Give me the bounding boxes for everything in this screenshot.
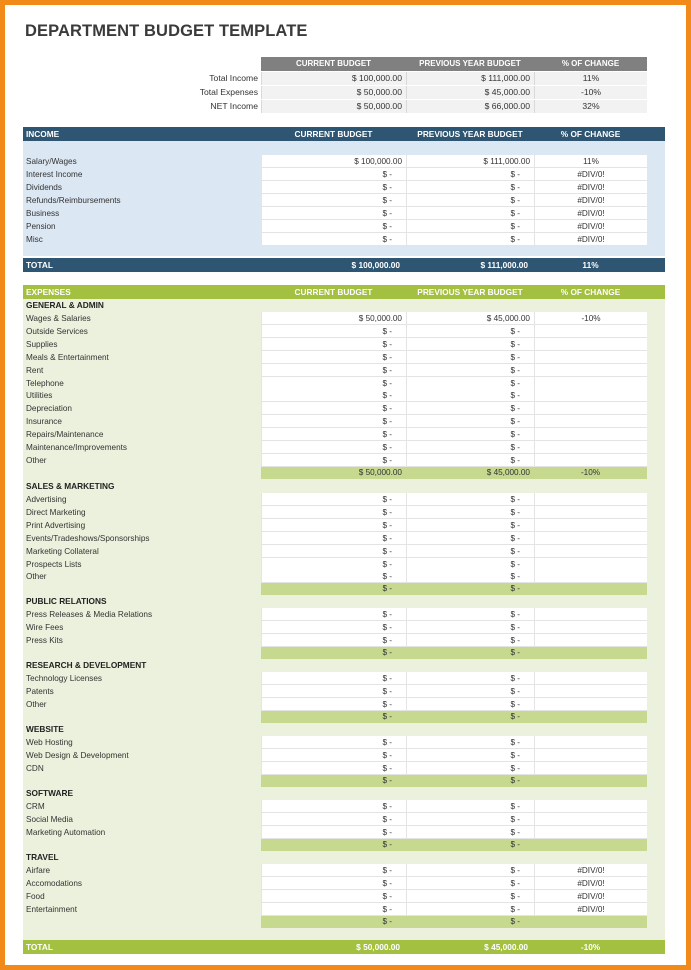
change-cell[interactable] [534,338,647,351]
current-budget-cell[interactable]: $ - [261,338,406,351]
row-label: Food [26,891,45,901]
change-cell[interactable] [534,428,647,441]
change-cell[interactable] [534,736,647,749]
change-cell[interactable] [534,698,647,711]
previous-budget-cell[interactable]: $ - [406,194,534,207]
row-label: Business [26,209,60,218]
previous-budget-cell[interactable]: $ - [406,428,534,441]
row-label: Dividends [26,183,62,192]
subtotal-change [534,775,647,787]
expense-row [23,377,665,390]
expense-row [23,634,665,647]
subtotal-current: $ - [261,583,406,595]
row-label: Wages & Salaries [26,314,91,323]
subtotal-spacer [23,839,261,851]
expense-row [23,570,665,583]
summary-change-cell[interactable]: 11% [534,72,647,85]
expense-row [23,325,665,338]
previous-budget-cell[interactable]: $ - [406,826,534,839]
current-budget-cell[interactable]: $ - [261,672,406,685]
summary-header-change: % OF CHANGE [561,59,620,68]
change-cell[interactable] [534,826,647,839]
previous-budget-cell[interactable]: $ - [406,415,534,428]
previous-budget-cell[interactable]: $ 45,000.00 [406,312,534,325]
summary-header-current: CURRENT BUDGET [295,59,372,68]
income-header-change-label: % OF CHANGE [560,129,621,139]
expenses-total-current: $ 50,000.00 [356,942,400,952]
subtotal-previous: $ 45,000.00 [406,467,534,479]
row-label: Utilities [26,391,53,401]
income-header-current-label: CURRENT BUDGET [294,129,373,139]
row-label: Repairs/Maintenance [26,430,104,440]
summary-change-cell[interactable]: -10% [534,86,647,99]
row-label: Prospects Lists [26,559,82,569]
change-cell[interactable]: #DIV/0! [534,194,647,207]
change-cell[interactable] [534,364,647,377]
subtotal-row [23,711,665,723]
row-label: Wire Fees [26,622,64,632]
subtotal-row [23,839,665,851]
income-total [23,258,665,272]
summary-current-cell[interactable]: $ 100,000.00 [261,72,406,85]
current-budget-cell[interactable]: $ - [261,749,406,762]
subtotal-current: $ - [261,711,406,723]
row-label: Airfare [26,866,51,875]
change-cell[interactable] [534,402,647,415]
row-label: Insurance [26,417,62,427]
previous-budget-cell[interactable]: $ - [406,351,534,364]
current-budget-cell[interactable]: $ - [261,402,406,415]
change-cell[interactable] [534,454,647,467]
summary-previous-cell[interactable]: $ 111,000.00 [406,72,534,85]
expenses-header [23,285,665,299]
income-total-current: $ 100,000.00 [351,260,400,270]
summary-row-label: Total Expenses [199,87,258,97]
row-label: CRM [26,802,45,811]
income-row [23,220,665,233]
income-header [23,127,665,141]
income-row [23,194,665,207]
row-label: Accomodations [26,878,82,888]
change-cell[interactable] [534,532,647,545]
income-header-previous-label: PREVIOUS YEAR BUDGET [417,129,523,139]
expense-row [23,338,665,351]
expenses-header-title: EXPENSES [26,287,71,297]
current-budget-cell[interactable]: $ - [261,233,406,246]
current-budget-cell[interactable]: $ - [261,864,406,877]
expenses-total [23,940,665,954]
row-label: Rent [26,365,44,375]
previous-budget-cell[interactable]: $ - [406,506,534,519]
row-label: Supplies [26,339,58,349]
previous-budget-cell[interactable]: $ - [406,903,534,916]
change-cell[interactable] [534,634,647,647]
change-cell[interactable] [534,685,647,698]
previous-budget-cell[interactable]: $ - [406,207,534,220]
subtotal-row [23,583,665,595]
current-budget-cell[interactable]: $ - [261,377,406,390]
expense-row [23,351,665,364]
current-budget-cell[interactable]: $ - [261,519,406,532]
expense-row [23,621,665,634]
current-budget-cell[interactable]: $ - [261,813,406,826]
current-budget-cell[interactable]: $ - [261,325,406,338]
row-label: Interest Income [26,170,83,179]
expense-row [23,608,665,621]
previous-budget-cell[interactable]: $ - [406,558,534,571]
row-label: Direct Marketing [26,507,86,517]
row-label: Press Kits [26,635,63,645]
current-budget-cell[interactable]: $ - [261,532,406,545]
expense-row [23,762,665,775]
previous-budget-cell[interactable]: $ - [406,233,534,246]
previous-budget-cell[interactable]: $ - [406,532,534,545]
summary-change-cell[interactable]: 32% [534,100,647,113]
subtotal-current: $ - [261,839,406,851]
previous-budget-cell[interactable]: $ - [406,493,534,506]
expense-row [23,545,665,558]
summary-current-cell[interactable]: $ 50,000.00 [261,100,406,113]
expenses-header-change-label: % OF CHANGE [560,287,621,297]
subtotal-change [534,711,647,723]
expense-row [23,864,665,877]
summary-row-label: NET Income [210,101,258,111]
current-budget-cell[interactable]: $ - [261,762,406,775]
subtotal-row [23,916,665,928]
category-heading: WEBSITE [26,724,64,734]
change-cell[interactable]: #DIV/0! [534,220,647,233]
expense-row [23,736,665,749]
subtotal-row [23,467,665,479]
previous-budget-cell[interactable]: $ - [406,864,534,877]
row-label: Entertainment [26,904,77,914]
subtotal-previous: $ - [406,583,534,595]
category-heading: TRAVEL [26,852,59,862]
expense-row [23,441,665,454]
subtotal-spacer [23,711,261,723]
expense-row [23,532,665,545]
change-cell[interactable] [534,570,647,583]
current-budget-cell[interactable]: $ - [261,351,406,364]
row-label: Maintenance/Improvements [26,443,128,452]
subtotal-previous: $ - [406,839,534,851]
row-label: Other [26,699,47,709]
row-label: Social Media [26,814,73,824]
previous-budget-cell[interactable]: $ - [406,545,534,558]
income-total-change: 11% [582,260,599,270]
subtotal-row [23,775,665,787]
change-cell[interactable]: #DIV/0! [534,207,647,220]
expense-row [23,698,665,711]
previous-budget-cell[interactable]: $ - [406,608,534,621]
previous-budget-cell[interactable]: $ - [406,749,534,762]
expense-row [23,813,665,826]
expense-row [23,454,665,467]
row-label: Technology Licenses [26,674,103,683]
previous-budget-cell[interactable]: $ - [406,364,534,377]
subtotal-current: $ - [261,916,406,928]
previous-budget-cell[interactable]: $ - [406,621,534,634]
change-cell[interactable] [534,519,647,532]
subtotal-spacer [23,647,261,659]
row-label: Patents [26,686,54,696]
expenses-header-previous-label: PREVIOUS YEAR BUDGET [417,287,523,297]
change-cell[interactable] [534,351,647,364]
current-budget-cell[interactable]: $ - [261,545,406,558]
row-label: Outside Services [26,326,88,336]
expense-row [23,890,665,903]
current-budget-cell[interactable]: $ - [261,621,406,634]
current-budget-cell[interactable]: $ - [261,736,406,749]
previous-budget-cell[interactable]: $ - [406,389,534,402]
change-cell[interactable]: 11% [534,155,647,168]
current-budget-cell[interactable]: $ - [261,558,406,571]
change-cell[interactable] [534,672,647,685]
change-cell[interactable] [534,441,647,454]
expense-row [23,685,665,698]
subtotal-spacer [23,583,261,595]
previous-budget-cell[interactable]: $ - [406,519,534,532]
subtotal-current: $ 50,000.00 [261,467,406,479]
subtotal-previous: $ - [406,775,534,787]
previous-budget-cell[interactable]: $ - [406,698,534,711]
subtotal-previous: $ - [406,711,534,723]
subtotal-spacer [23,916,261,928]
change-cell[interactable] [534,800,647,813]
change-cell[interactable] [534,608,647,621]
previous-budget-cell[interactable]: $ - [406,377,534,390]
expenses-total-label: TOTAL [26,942,53,952]
change-cell[interactable] [534,415,647,428]
expense-row [23,312,665,325]
current-budget-cell[interactable]: $ - [261,454,406,467]
current-budget-cell[interactable]: $ - [261,608,406,621]
expense-row [23,519,665,532]
previous-budget-cell[interactable]: $ - [406,685,534,698]
previous-budget-cell[interactable]: $ - [406,877,534,890]
current-budget-cell[interactable]: $ - [261,364,406,377]
change-cell[interactable] [534,749,647,762]
current-budget-cell[interactable]: $ - [261,194,406,207]
income-row [23,233,665,246]
row-label: CDN [26,763,44,773]
change-cell[interactable] [534,493,647,506]
change-cell[interactable]: #DIV/0! [534,233,647,246]
expense-row [23,800,665,813]
row-label: Web Hosting [26,738,73,747]
income-row [23,168,665,181]
change-cell[interactable] [534,813,647,826]
summary-row [160,100,647,113]
expense-row [23,749,665,762]
subtotal-spacer [23,467,261,479]
change-cell[interactable] [534,325,647,338]
expense-row [23,415,665,428]
previous-budget-cell[interactable]: $ - [406,762,534,775]
subtotal-previous: $ - [406,916,534,928]
previous-budget-cell[interactable]: $ - [406,402,534,415]
expenses-total-change: -10% [580,942,601,952]
summary-current-cell[interactable]: $ 50,000.00 [261,86,406,99]
change-cell[interactable]: #DIV/0! [534,903,647,916]
row-label: Other [26,455,47,465]
change-cell[interactable] [534,377,647,390]
subtotal-change [534,647,647,659]
current-budget-cell[interactable]: $ - [261,168,406,181]
current-budget-cell[interactable]: $ - [261,207,406,220]
subtotal-change [534,916,647,928]
change-cell[interactable] [534,545,647,558]
row-label: Depreciation [26,404,72,414]
subtotal-previous: $ - [406,647,534,659]
row-label: Events/Tradeshows/Sponsorships [26,533,150,543]
current-budget-cell[interactable]: $ - [261,389,406,402]
expense-row [23,364,665,377]
subtotal-change: -10% [534,467,647,479]
income-row [23,155,665,168]
previous-budget-cell[interactable]: $ - [406,181,534,194]
expense-row [23,493,665,506]
income-total-label: TOTAL [26,260,53,270]
current-budget-cell[interactable]: $ - [261,493,406,506]
row-label: Web Design & Development [26,750,129,760]
summary-row [160,86,647,99]
subtotal-row [23,647,665,659]
expenses-total-previous: $ 45,000.00 [484,942,528,952]
page-title: DEPARTMENT BUDGET TEMPLATE [25,22,308,40]
expense-row [23,903,665,916]
row-label: Pension [26,222,56,231]
category-heading: RESEARCH & DEVELOPMENT [26,660,147,670]
row-label: Marketing Automation [26,827,106,837]
expense-row [23,506,665,519]
current-budget-cell[interactable]: $ - [261,181,406,194]
change-cell[interactable] [534,621,647,634]
current-budget-cell[interactable]: $ - [261,685,406,698]
current-budget-cell[interactable]: $ 50,000.00 [261,312,406,325]
current-budget-cell[interactable]: $ - [261,220,406,233]
current-budget-cell[interactable]: $ - [261,800,406,813]
summary-row [160,72,647,85]
expense-row [23,877,665,890]
category-heading: PUBLIC RELATIONS [26,596,107,606]
summary-header-previous: PREVIOUS YEAR BUDGET [419,59,521,68]
current-budget-cell[interactable]: $ - [261,698,406,711]
previous-budget-cell[interactable]: $ - [406,813,534,826]
row-label: Other [26,572,47,582]
subtotal-change [534,583,647,595]
expense-row [23,428,665,441]
income-header-title: INCOME [26,129,60,139]
row-label: Print Advertising [26,520,86,530]
previous-budget-cell[interactable]: $ - [406,890,534,903]
expense-row [23,826,665,839]
previous-budget-cell[interactable]: $ - [406,325,534,338]
category-heading: GENERAL & ADMIN [26,300,104,310]
current-budget-cell[interactable]: $ - [261,415,406,428]
previous-budget-cell[interactable]: $ - [406,570,534,583]
row-label: Advertising [26,495,67,504]
row-label: Misc [26,235,43,244]
change-cell[interactable]: #DIV/0! [534,864,647,877]
current-budget-cell[interactable]: $ - [261,890,406,903]
row-label: Telephone [26,378,64,388]
current-budget-cell[interactable]: $ - [261,826,406,839]
row-label: Refunds/Reimbursements [26,196,121,205]
expense-row [23,672,665,685]
row-label: Press Releases & Media Relations [26,610,153,619]
category-heading: SOFTWARE [26,788,74,798]
previous-budget-cell[interactable]: $ - [406,800,534,813]
change-cell[interactable] [534,506,647,519]
previous-budget-cell[interactable]: $ - [406,736,534,749]
current-budget-cell[interactable]: $ - [261,877,406,890]
previous-budget-cell[interactable]: $ - [406,338,534,351]
expense-row [23,389,665,402]
summary-header [261,57,647,71]
subtotal-change [534,839,647,851]
previous-budget-cell[interactable]: $ - [406,672,534,685]
previous-budget-cell[interactable]: $ - [406,634,534,647]
row-label: Salary/Wages [26,157,77,166]
change-cell[interactable]: #DIV/0! [534,181,647,194]
summary-previous-cell[interactable]: $ 66,000.00 [406,100,534,113]
previous-budget-cell[interactable]: $ - [406,454,534,467]
current-budget-cell[interactable]: $ - [261,903,406,916]
row-label: Meals & Entertainment [26,352,109,362]
change-cell[interactable]: #DIV/0! [534,890,647,903]
change-cell[interactable] [534,762,647,775]
income-row [23,207,665,220]
change-cell[interactable]: #DIV/0! [534,168,647,181]
change-cell[interactable]: #DIV/0! [534,877,647,890]
current-budget-cell[interactable]: $ - [261,441,406,454]
summary-row-label: Total Income [209,73,258,83]
current-budget-cell[interactable]: $ - [261,506,406,519]
subtotal-current: $ - [261,775,406,787]
subtotal-spacer [23,775,261,787]
subtotal-current: $ - [261,647,406,659]
previous-budget-cell[interactable]: $ - [406,441,534,454]
current-budget-cell[interactable]: $ - [261,634,406,647]
change-cell[interactable] [534,389,647,402]
current-budget-cell[interactable]: $ - [261,570,406,583]
expenses-header-current-label: CURRENT BUDGET [294,287,373,297]
current-budget-cell[interactable]: $ - [261,428,406,441]
income-row [23,181,665,194]
previous-budget-cell[interactable]: $ 111,000.00 [406,155,534,168]
change-cell[interactable] [534,558,647,571]
change-cell[interactable]: -10% [534,312,647,325]
previous-budget-cell[interactable]: $ - [406,168,534,181]
current-budget-cell[interactable]: $ 100,000.00 [261,155,406,168]
income-total-previous: $ 111,000.00 [480,260,528,270]
expense-row [23,558,665,571]
row-label: Marketing Collateral [26,546,99,556]
category-heading: SALES & MARKETING [26,481,115,491]
summary-previous-cell[interactable]: $ 45,000.00 [406,86,534,99]
previous-budget-cell[interactable]: $ - [406,220,534,233]
expense-row [23,402,665,415]
